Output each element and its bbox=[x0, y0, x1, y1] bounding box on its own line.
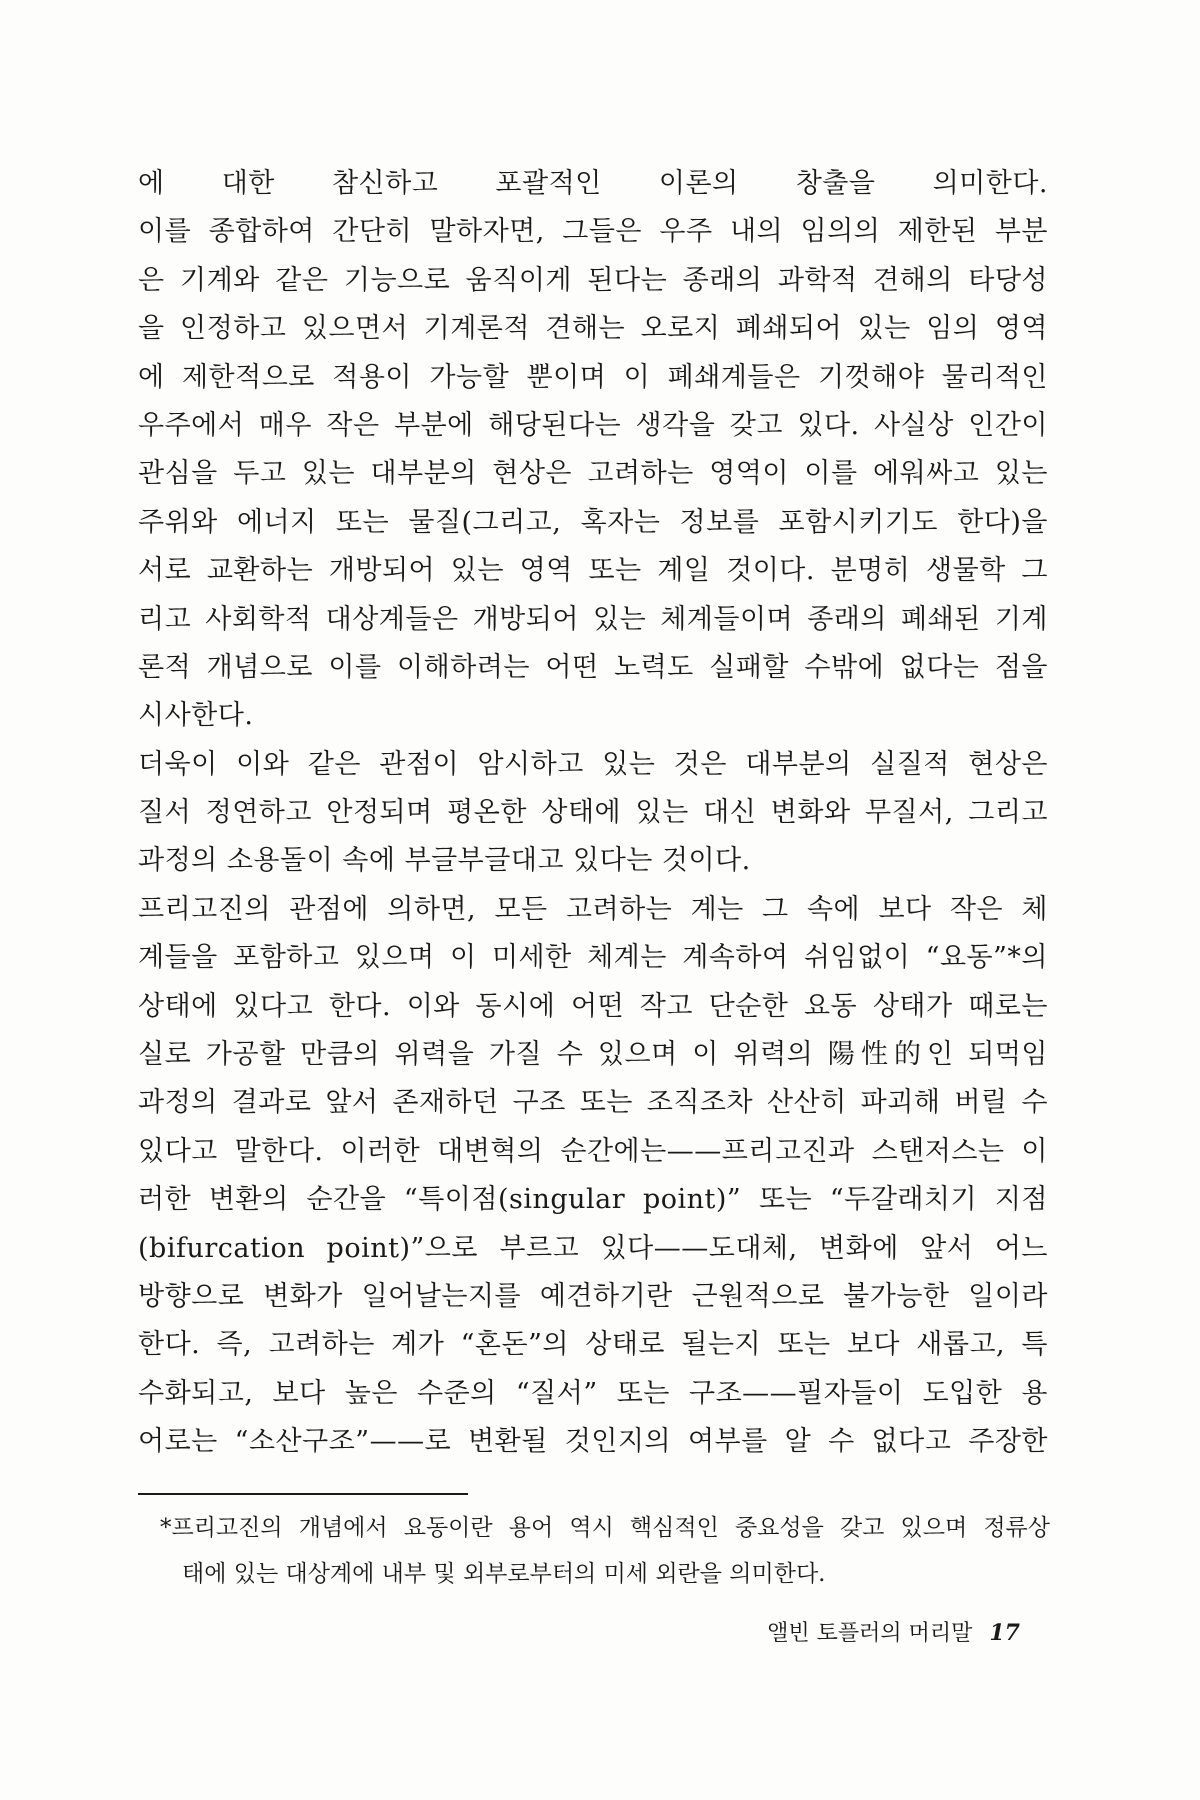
body-line: 방향으로 변화가 일어날는지를 예견하기란 근원적으로 불가능한 일이라 bbox=[138, 1280, 1048, 1312]
body-line: 우주에서 매우 작은 부분에 해당된다는 생각을 갖고 있다. 사실상 인간이 bbox=[138, 409, 1048, 441]
running-footer bbox=[767, 1618, 1020, 1649]
running-title: 앨빈 토플러의 머리말 bbox=[767, 1621, 973, 1646]
footnote-line: *프리고진의 개념에서 요동이란 용어 역시 핵심적인 중요성을 갖고 있으며 정류상 bbox=[160, 1515, 1050, 1541]
body-line: 주위와 에너지 또는 물질(그리고, 혹자는 정보를 포함시키기도 한다)을 bbox=[138, 506, 1048, 538]
body-line: 프리고진의 관점에 의하면, 모든 고려하는 계는 그 속에 보다 작은 체 bbox=[138, 893, 1048, 925]
body-text bbox=[138, 160, 1048, 1467]
body-line: 있다고 말한다. 이러한 대변혁의 순간에는——프리고진과 스탠저스는 이 bbox=[138, 1135, 1048, 1167]
body-line: 계들을 포함하고 있으며 이 미세한 체계는 계속하여 쉬임없이 “요동”*의 bbox=[138, 942, 1048, 974]
body-line: 수화되고, 보다 높은 수준의 “질서” 또는 구조——필자들이 도입한 용 bbox=[138, 1377, 1048, 1409]
body-line: 과정의 소용돌이 속에 부글부글대고 있다는 것이다. bbox=[138, 845, 751, 877]
body-line: 실로 가공할 만큼의 위력을 가질 수 있으며 이 위력의 陽性的인 되먹임 bbox=[138, 1039, 1048, 1071]
body-line: 과정의 결과로 앞서 존재하던 구조 또는 조직조차 산산히 파괴해 버릴 수 bbox=[138, 1087, 1048, 1119]
footnote-divider bbox=[138, 1493, 468, 1495]
body-line: 을 인정하고 있으면서 기계론적 견해는 오로지 폐쇄되어 있는 임의 영역 bbox=[138, 313, 1048, 345]
body-line: 은 기계와 같은 기능으로 움직이게 된다는 종래의 과학적 견해의 타당성 bbox=[138, 264, 1048, 296]
body-line: 에 대한 참신하고 포괄적인 이론의 창출을 의미한다. bbox=[138, 168, 1048, 199]
body-line: 리고 사회학적 대상계들은 개방되어 있는 체계들이며 종래의 폐쇄된 기계 bbox=[138, 603, 1048, 635]
body-line: 시사한다. bbox=[138, 700, 254, 732]
page-number: 17 bbox=[989, 1620, 1020, 1646]
body-line: 에 제한적으로 적용이 가능할 뿐이며 이 폐쇄계들은 기껏해야 물리적인 bbox=[138, 361, 1048, 393]
body-line: 더욱이 이와 같은 관점이 암시하고 있는 것은 대부분의 실질적 현상은 bbox=[138, 748, 1048, 780]
footnote bbox=[160, 1505, 1050, 1597]
body-line: 관심을 두고 있는 대부분의 현상은 고려하는 영역이 이를 에워싸고 있는 bbox=[138, 458, 1048, 490]
body-line: 어로는 “소산구조”——로 변환될 것인지의 여부를 알 수 없다고 주장한 bbox=[138, 1426, 1048, 1458]
body-line: 상태에 있다고 한다. 이와 동시에 어떤 작고 단순한 요동 상태가 때로는 bbox=[138, 990, 1048, 1022]
body-line: 서로 교환하는 개방되어 있는 영역 또는 계일 것이다. 분명히 생물학 그 bbox=[138, 555, 1048, 587]
footnote-line: 태에 있는 대상계에 내부 및 외부로부터의 미세 외란을 의미한다. bbox=[182, 1561, 826, 1587]
body-line: 러한 변환의 순간을 “특이점(singular point)” 또는 “두갈래치기 지점 bbox=[138, 1184, 1048, 1216]
body-line: 론적 개념으로 이를 이해하려는 어떤 노력도 실패할 수밖에 없다는 점을 bbox=[138, 651, 1048, 683]
body-line: (bifurcation point)”으로 부르고 있다——도대체, 변화에 앞서 어느 bbox=[138, 1232, 1048, 1264]
body-line: 질서 정연하고 안정되며 평온한 상태에 있는 대신 변화와 무질서, 그리고 bbox=[138, 797, 1048, 829]
body-line: 이를 종합하여 간단히 말하자면, 그들은 우주 내의 임의의 제한된 부분 bbox=[138, 216, 1048, 248]
body-line: 한다. 즉, 고려하는 계가 “혼돈”의 상태로 될는지 또는 보다 새롭고, 특 bbox=[138, 1329, 1048, 1361]
